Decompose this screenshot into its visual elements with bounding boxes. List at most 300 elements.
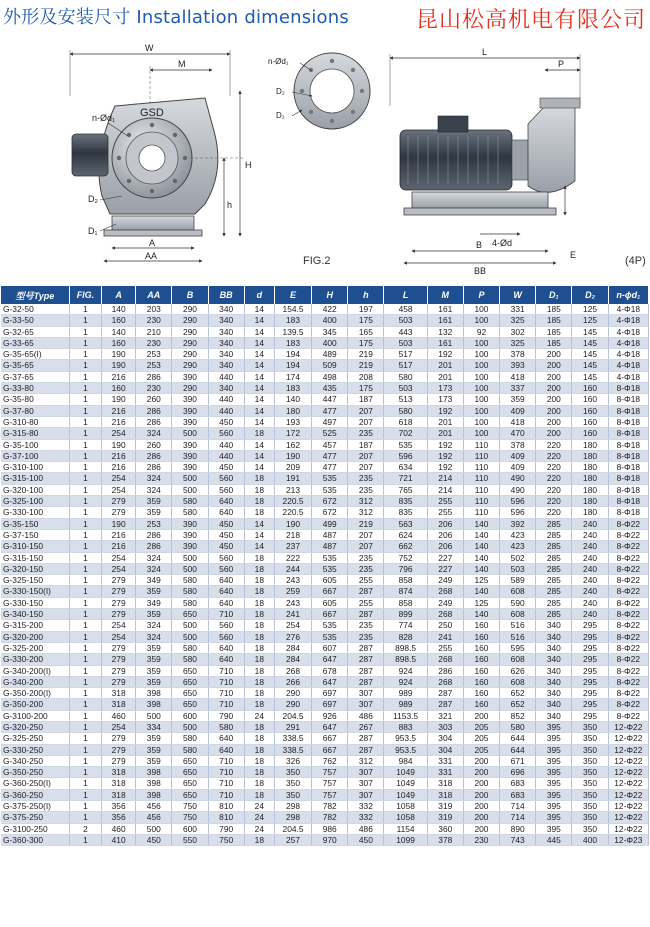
table-cell: G-37-150 [1, 529, 69, 540]
table-cell: G-340-150 [1, 609, 69, 620]
table-cell: 255 [348, 597, 384, 608]
table-cell: 318 [102, 789, 136, 800]
table-cell: 390 [172, 416, 208, 427]
table-row [1, 439, 649, 450]
table-cell: 395 [536, 744, 572, 755]
table-cell: 318 [102, 688, 136, 699]
table-cell: 259 [274, 586, 311, 597]
table-cell: 255 [427, 496, 463, 507]
table-cell: 286 [136, 462, 172, 473]
table-cell: 8-Φ22 [608, 620, 648, 631]
table-cell: 18 [244, 755, 274, 766]
table-cell: 268 [427, 654, 463, 665]
table-cell: 8-Φ22 [608, 631, 648, 642]
table-cell: 145 [572, 337, 608, 348]
table-cell: 279 [102, 733, 136, 744]
table-cell: 989 [384, 688, 427, 699]
table-cell: 8-Φ22 [608, 518, 648, 529]
table-cell: 359 [500, 394, 536, 405]
table-cell: 173 [427, 394, 463, 405]
table-cell: 750 [172, 812, 208, 823]
table-cell: 418 [500, 416, 536, 427]
table-cell: 470 [500, 428, 536, 439]
table-cell: 580 [500, 721, 536, 732]
table-row [1, 597, 649, 608]
table-cell: 14 [244, 304, 274, 315]
table-cell: G-33-65 [1, 337, 69, 348]
table-cell: 14 [244, 360, 274, 371]
table-cell: 790 [208, 823, 244, 834]
table-cell: 100 [463, 337, 499, 348]
table-cell: 140 [102, 304, 136, 315]
table-cell: 8-Φ18 [608, 484, 648, 495]
table-cell: 216 [102, 462, 136, 473]
table-cell: 160 [463, 642, 499, 653]
table-cell: 190 [102, 518, 136, 529]
table-cell: 765 [384, 484, 427, 495]
table-cell: 227 [427, 552, 463, 563]
table-cell: 340 [536, 654, 572, 665]
table-cell: 640 [208, 744, 244, 755]
table-cell: 291 [274, 721, 311, 732]
table-cell: 219 [348, 349, 384, 360]
table-cell: 213 [274, 484, 311, 495]
column-header: n-ϕd₁ [608, 286, 648, 304]
table-row [1, 767, 649, 778]
column-header: B [172, 286, 208, 304]
table-cell: 190 [274, 450, 311, 461]
table-cell: 4-Φ18 [608, 349, 648, 360]
dim-p-label: P [558, 59, 565, 69]
table-cell: 160 [463, 688, 499, 699]
table-cell: G-35-150 [1, 518, 69, 529]
table-cell: 235 [348, 552, 384, 563]
table-cell: 652 [500, 699, 536, 710]
table-cell: 318 [102, 699, 136, 710]
column-header: W [500, 286, 536, 304]
table-cell: 398 [136, 688, 172, 699]
table-cell: 359 [136, 755, 172, 766]
table-cell: 390 [172, 439, 208, 450]
table-cell: 1 [69, 812, 101, 823]
table-cell: 110 [463, 462, 499, 473]
table-cell: 8-Φ18 [608, 439, 648, 450]
flange-drawing [268, 53, 370, 129]
table-cell: 580 [172, 744, 208, 755]
table-row [1, 529, 649, 540]
table-cell: 926 [312, 710, 348, 721]
table-cell: 390 [172, 371, 208, 382]
table-cell: 395 [536, 823, 572, 834]
table-cell: 183 [274, 337, 311, 348]
side-view-drawing [390, 47, 580, 276]
table-cell: 279 [102, 575, 136, 586]
table-cell: 285 [536, 563, 572, 574]
table-cell: 324 [136, 428, 172, 439]
table-cell: 409 [500, 450, 536, 461]
table-cell: 395 [536, 721, 572, 732]
table-cell: 762 [312, 755, 348, 766]
table-cell: 220 [536, 439, 572, 450]
table-row [1, 575, 649, 586]
table-cell: 477 [312, 405, 348, 416]
table-cell: 180 [572, 484, 608, 495]
table-cell: 1 [69, 676, 101, 687]
table-header-row [1, 286, 649, 304]
table-row [1, 631, 649, 642]
table-cell: 100 [463, 383, 499, 394]
table-cell: 340 [536, 710, 572, 721]
table-cell: 1 [69, 609, 101, 620]
table-row [1, 496, 649, 507]
table-cell: 8-Φ18 [608, 496, 648, 507]
table-cell: 201 [427, 371, 463, 382]
table-cell: 285 [536, 586, 572, 597]
table-cell: 395 [536, 801, 572, 812]
table-cell: 607 [312, 642, 348, 653]
table-cell: 295 [572, 710, 608, 721]
dim-w-label: W [145, 43, 154, 53]
table-cell: 600 [172, 823, 208, 834]
table-cell: 192 [427, 462, 463, 473]
table-cell: 790 [208, 710, 244, 721]
table-row [1, 620, 649, 631]
table-cell: 400 [312, 337, 348, 348]
table-row [1, 360, 649, 371]
table-cell: 14 [244, 326, 274, 337]
table-cell: G-33-80 [1, 383, 69, 394]
table-row [1, 337, 649, 348]
table-cell: 8-Φ22 [608, 597, 648, 608]
table-cell: 12-Φ22 [608, 767, 648, 778]
table-cell: G-340-200 [1, 676, 69, 687]
table-cell: 345 [312, 326, 348, 337]
table-cell: 12-Φ22 [608, 744, 648, 755]
table-cell: 185 [536, 326, 572, 337]
table-cell: 560 [208, 631, 244, 642]
table-cell: 125 [463, 575, 499, 586]
table-cell: 279 [102, 744, 136, 755]
table-cell: 110 [463, 496, 499, 507]
table-cell: 395 [536, 733, 572, 744]
table-cell: 160 [463, 654, 499, 665]
table-cell: 647 [312, 654, 348, 665]
table-cell: 1 [69, 473, 101, 484]
table-cell: 267 [348, 721, 384, 732]
table-cell: 650 [172, 778, 208, 789]
column-header: FIG. [69, 286, 101, 304]
table-cell: 721 [384, 473, 427, 484]
table-cell: 100 [463, 349, 499, 360]
dim-b-label: B [476, 240, 483, 250]
table-cell: 710 [208, 778, 244, 789]
table-cell: 240 [572, 575, 608, 586]
table-cell: 18 [244, 744, 274, 755]
table-cell: 618 [384, 416, 427, 427]
column-header: L [384, 286, 427, 304]
table-cell: G-360-300 [1, 834, 69, 845]
table-cell: 298 [274, 812, 311, 823]
table-cell: 626 [500, 665, 536, 676]
table-cell: 1049 [384, 767, 427, 778]
table-cell: 359 [136, 665, 172, 676]
table-cell: G-340-200(I) [1, 665, 69, 676]
table-cell: 220 [536, 473, 572, 484]
table-cell: G-330-150(I) [1, 586, 69, 597]
table-cell: 359 [136, 496, 172, 507]
table-cell: 743 [500, 834, 536, 845]
table-cell: 200 [463, 710, 499, 721]
table-cell: 18 [244, 789, 274, 800]
table-cell: 193 [274, 416, 311, 427]
table-cell: G-350-200(I) [1, 688, 69, 699]
table-cell: 185 [536, 337, 572, 348]
table-cell: G-320-100 [1, 484, 69, 495]
table-cell: 100 [463, 360, 499, 371]
table-cell: 161 [427, 315, 463, 326]
table-cell: 295 [572, 699, 608, 710]
table-cell: 8-Φ22 [608, 529, 648, 540]
table-cell: 1 [69, 721, 101, 732]
table-cell: 321 [427, 710, 463, 721]
table-cell: 235 [348, 473, 384, 484]
table-cell: 260 [136, 394, 172, 405]
table-cell: 1 [69, 304, 101, 315]
table-cell: 312 [348, 496, 384, 507]
table-cell: 200 [536, 428, 572, 439]
table-cell: 18 [244, 665, 274, 676]
table-cell: 249 [427, 575, 463, 586]
table-cell: 12-Φ22 [608, 721, 648, 732]
table-cell: 4-Φ18 [608, 304, 648, 315]
table-cell: G-35-100 [1, 439, 69, 450]
table-cell: 486 [348, 823, 384, 834]
table-cell: G-330-250 [1, 744, 69, 755]
table-cell: G-340-250 [1, 755, 69, 766]
table-cell: 285 [536, 552, 572, 563]
table-cell: 535 [312, 473, 348, 484]
dim-bb-label: BB [474, 266, 487, 276]
table-cell: 580 [172, 496, 208, 507]
table-cell: 287 [348, 586, 384, 597]
table-cell: 450 [208, 462, 244, 473]
table-cell: 220.5 [274, 496, 311, 507]
table-cell: 502 [500, 552, 536, 563]
table-cell: 18 [244, 767, 274, 778]
table-cell: 714 [500, 812, 536, 823]
table-cell: 350 [572, 721, 608, 732]
table-cell: 284 [274, 642, 311, 653]
table-cell: 714 [500, 801, 536, 812]
table-cell: 1 [69, 450, 101, 461]
table-cell: 1 [69, 620, 101, 631]
table-cell: 253 [136, 349, 172, 360]
table-cell: 14 [244, 383, 274, 394]
table-cell: 290 [172, 383, 208, 394]
table-cell: 667 [312, 733, 348, 744]
table-cell: 350 [572, 744, 608, 755]
table-cell: 8-Φ22 [608, 541, 648, 552]
table-cell: 644 [500, 733, 536, 744]
dim-h-upper-label: H [245, 160, 252, 170]
table-cell: 220 [536, 484, 572, 495]
table-row [1, 665, 649, 676]
table-cell: 145 [572, 360, 608, 371]
table-cell: 8-Φ18 [608, 462, 648, 473]
table-cell: 180 [572, 507, 608, 518]
table-cell: 295 [572, 676, 608, 687]
table-cell: 1 [69, 337, 101, 348]
table-cell: 580 [172, 733, 208, 744]
dim-d2-label: D₂ [88, 194, 98, 204]
table-cell: 8-Φ22 [608, 609, 648, 620]
table-cell: 662 [384, 541, 427, 552]
table-cell: 200 [536, 360, 572, 371]
table-cell: 535 [312, 620, 348, 631]
table-cell: 337 [500, 383, 536, 394]
table-row [1, 371, 649, 382]
table-cell: 500 [172, 473, 208, 484]
table-cell: 268 [427, 676, 463, 687]
table-cell: 254 [274, 620, 311, 631]
table-cell: 535 [384, 439, 427, 450]
table-cell: 490 [500, 484, 536, 495]
table-cell: 503 [384, 383, 427, 394]
table-cell: 560 [208, 484, 244, 495]
table-cell: 290 [172, 315, 208, 326]
table-cell: 237 [274, 541, 311, 552]
table-cell: 190 [102, 349, 136, 360]
table-cell: 287 [427, 699, 463, 710]
table-cell: 287 [348, 744, 384, 755]
dim-e-label: E [570, 250, 577, 260]
table-cell: 290 [172, 337, 208, 348]
table-cell: 100 [463, 304, 499, 315]
table-cell: 560 [208, 620, 244, 631]
table-cell: G-330-100 [1, 507, 69, 518]
table-cell: 350 [572, 812, 608, 823]
table-cell: 319 [427, 812, 463, 823]
table-cell: 190 [102, 439, 136, 450]
column-header: E [274, 286, 311, 304]
table-row [1, 586, 649, 597]
table-cell: 535 [312, 484, 348, 495]
table-cell: 260 [136, 439, 172, 450]
table-cell: 12-Φ22 [608, 789, 648, 800]
table-cell: 276 [274, 631, 311, 642]
table-cell: 1 [69, 394, 101, 405]
table-cell: 287 [348, 642, 384, 653]
table-cell: 1049 [384, 789, 427, 800]
table-cell: G-325-250 [1, 733, 69, 744]
table-cell: 125 [463, 597, 499, 608]
table-row [1, 823, 649, 834]
table-cell: 14 [244, 405, 274, 416]
table-cell: 160 [572, 383, 608, 394]
table-cell: 160 [463, 620, 499, 631]
table-cell: 18 [244, 575, 274, 586]
table-cell: 216 [102, 450, 136, 461]
table-cell: 447 [312, 394, 348, 405]
table-cell: 14 [244, 371, 274, 382]
table-cell: 209 [274, 462, 311, 473]
table-cell: 18 [244, 778, 274, 789]
table-cell: 230 [136, 337, 172, 348]
column-header: h [348, 286, 384, 304]
table-cell: 672 [312, 496, 348, 507]
table-cell: G-37-100 [1, 450, 69, 461]
table-cell: 340 [208, 326, 244, 337]
table-cell: 160 [463, 676, 499, 687]
table-cell: 100 [463, 371, 499, 382]
table-cell: G-33-50 [1, 315, 69, 326]
table-cell: 650 [172, 676, 208, 687]
table-cell: 8-Φ22 [608, 710, 648, 721]
table-cell: 110 [463, 484, 499, 495]
column-header: D₂ [572, 286, 608, 304]
dim-a-label: A [149, 238, 156, 248]
table-cell: 560 [208, 473, 244, 484]
table-cell: 395 [536, 789, 572, 800]
table-cell: 12-Φ22 [608, 733, 648, 744]
table-cell: 216 [102, 416, 136, 427]
table-cell: 287 [348, 654, 384, 665]
table-cell: 192 [427, 349, 463, 360]
table-cell: 140 [463, 563, 499, 574]
table-cell: 8-Φ18 [608, 383, 648, 394]
table-cell: 500 [136, 823, 172, 834]
table-row [1, 834, 649, 845]
table-cell: 858 [384, 575, 427, 586]
table-cell: 560 [208, 563, 244, 574]
table-cell: 390 [172, 518, 208, 529]
table-cell: 290 [274, 688, 311, 699]
table-cell: 450 [208, 416, 244, 427]
table-cell: 249 [427, 597, 463, 608]
page-title: 外形及安装尺寸 Installation dimensions [3, 7, 349, 28]
table-cell: 710 [208, 699, 244, 710]
table-cell: 216 [102, 371, 136, 382]
table-cell: 18 [244, 733, 274, 744]
table-cell: 200 [463, 812, 499, 823]
table-cell: 173 [427, 383, 463, 394]
table-cell: 350 [572, 778, 608, 789]
table-cell: 240 [572, 518, 608, 529]
table-cell: 287 [427, 688, 463, 699]
table-row [1, 304, 649, 315]
table-cell: 477 [312, 462, 348, 473]
table-cell: 1 [69, 778, 101, 789]
column-header: AA [136, 286, 172, 304]
table-cell: G-315-200 [1, 620, 69, 631]
table-cell: 24 [244, 823, 274, 834]
table-cell: 667 [312, 609, 348, 620]
table-cell: G-325-200 [1, 642, 69, 653]
table-cell: 525 [312, 428, 348, 439]
table-cell: G-35-65 [1, 360, 69, 371]
dim-4d-label: 4-Ød [492, 238, 513, 248]
table-cell: G-32-65 [1, 326, 69, 337]
table-cell: 18 [244, 609, 274, 620]
table-cell: 201 [427, 416, 463, 427]
table-cell: 710 [208, 676, 244, 687]
table-cell: 220 [536, 507, 572, 518]
table-cell: 216 [102, 529, 136, 540]
table-cell: 295 [572, 631, 608, 642]
table-row [1, 744, 649, 755]
table-cell: 398 [136, 778, 172, 789]
table-cell: 279 [102, 609, 136, 620]
